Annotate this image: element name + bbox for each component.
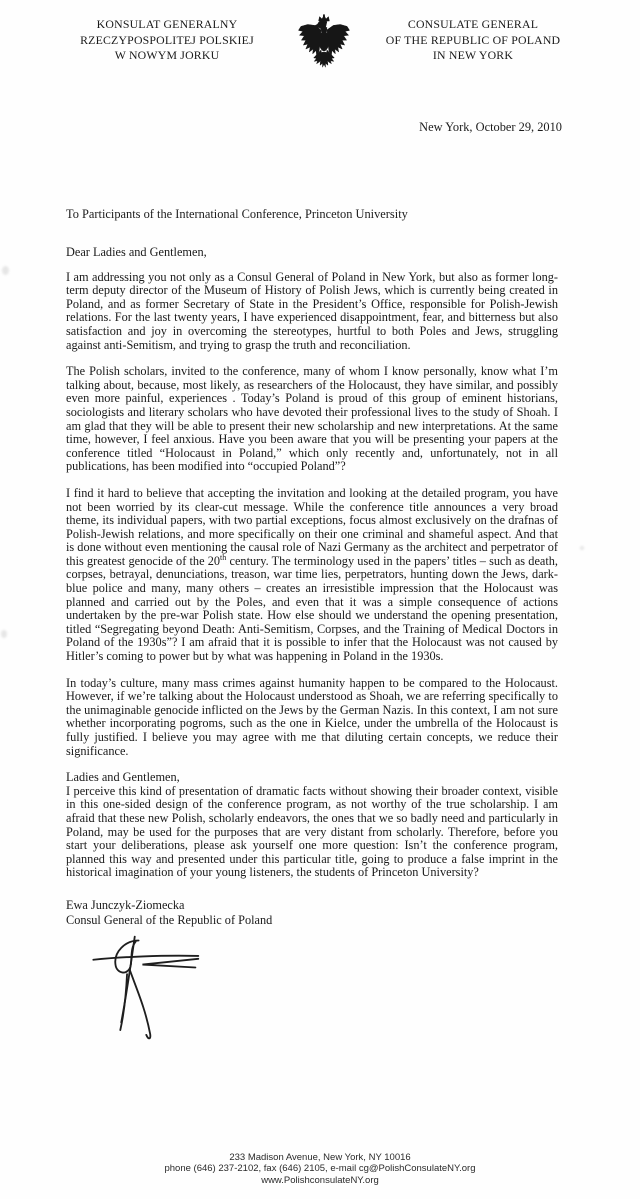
recipient-line: To Participants of the International Conference, Princeton University [66, 207, 408, 221]
header-polish-title [62, 17, 272, 64]
letter-paragraph: I am addressing you not only as a Consul General of Poland in New York, but also as former long-term deputy director of the Museum of History of Polish Jews, which is currently being created in Poland, and as former Secretary of State in the President’s Office, responsible for Polish-Jewish relations. For the last twenty years, I have experienced disappointment, fear, and bitterness but also satisfaction and joy in overcoming the stereotypes, hurtful to both Poles and Jews, struggling against anti-Semitism, and trying to grasp the truth and reconciliation. [66, 269, 558, 352]
header-line: IN NEW YORK [432, 48, 514, 62]
signature-block [66, 898, 558, 928]
scan-artifact [2, 266, 9, 275]
handwritten-signature [84, 928, 224, 1058]
salutation: Dear Ladies and Gentlemen, [66, 245, 207, 259]
dateline: New York, October 29, 2010 [419, 120, 562, 134]
signature-title: Consul General of the Republic of Poland [66, 912, 273, 927]
closing-paragraph: I perceive this kind of presentation of dramatic facts without showing their broader context, visible in this one-sided design of the conference program, as not worthy of the true scholarship. I am afraid that these new Polish, scholarly endeavors, the ones that we so badly need and particularly in Poland, may be used for the purposes that are very distant from scholarly. Therefore, before you start your deliberations, please ask yourself one more question: Isn’t the conference program, planned this way and presented under this particular title, going to produce a false imprint in the historical imagination of your young listeners, the students of Princeton University? [66, 783, 558, 880]
letter-paragraphs [66, 271, 558, 759]
scan-artifact [1, 630, 7, 638]
footer-phone-fax-email: phone (646) 237-2102, fax (646) 2105, e-mail cg@PolishConsulateNY.org [164, 1163, 476, 1174]
scan-artifact [580, 546, 584, 550]
footer-contact-block [0, 1152, 640, 1187]
scan-artifact [214, 508, 217, 511]
polish-eagle-emblem-icon [297, 8, 351, 90]
signature-name: Ewa Junczyk-Ziomecka [66, 897, 185, 912]
letter-paragraph: In today’s culture, many mass crimes against humanity happen to be compared to the Holocaust. However, if we’re talking about the Holocaust understood as Shoah, we are referring specifically to the unimaginable genocide inflicted on the Jews by the German Nazis. In this context, I am not sure whether incorporating pogroms, such as the one in Kielce, under the umbrella of the Holocaust is fully justified. I believe you may agree with me that diluting certain concepts, we reduce their significance. [66, 675, 558, 758]
letter-body [66, 246, 558, 1058]
footer-address: 233 Madison Avenue, New York, NY 10016 [229, 1151, 411, 1163]
header-english-title [368, 17, 578, 64]
header-line: KONSULAT GENERALNY [96, 17, 238, 31]
header-line: RZECZYPOSPOLITEJ POLSKIEJ [80, 32, 254, 47]
header-line: W NOWYM JORKU [114, 48, 220, 62]
footer-website: www.PolishconsulateNY.org [261, 1174, 379, 1186]
closing-salutation: Ladies and Gentlemen, [66, 770, 180, 785]
header-line: OF THE REPUBLIC OF POLAND [385, 32, 561, 47]
letter-paragraph: I find it hard to believe that accepting the invitation and looking at the detailed program, you have not been worried by its clear-cut message. While the conference title announces a very broad theme, its individual papers, with two partial exceptions, focus almost exclusively on the drafnas of Polish-Jewish relations, and more specifically on their one criminal and shameful aspect. And that is done without even mentioning the causal role of Nazi Germany as the architect and perpetrator of this greatest genocide of the 20th century. The terminology used in the papers’ titles – such as death, corpses, betrayal, denunciations, treason, war time lies, perpetrators, hunting down the Jews, dark-blue police and many, many others – creates an irresistible impression that the Holocaust was planned and carried out by the Poles, and even that it was a simple consequence of actions undertaken by the pre-war Polish state. How else should we understand the opening presentation, titled “Segregating beyond Death: Anti-Semitism, Corpses, and the Training of Medical Doctors in Poland of the 1930s”? I am afraid that it is possible to infer that the Holocaust was not caused by Hitler’s coming to power but by what was happening in Poland in the 1930s. [66, 485, 558, 664]
letter-paragraph: The Polish scholars, invited to the conference, many of whom I know personally, know what I’m talking about, because, most likely, as researchers of the Holocaust, they have similar, and possibly even more painful, experiences . Today’s Poland is proud of this group of eminent historians, sociologists and literary scholars who have devoted their professional lives to the study of Shoah. I am glad that they will be able to present their new scholarship and new interpretations. At the same time, however, I feel anxious. Have you been aware that you will be presenting your papers at the conference titled “Holocaust in Poland,” which only recently and, unfortunately, not in all publications, has been modified into “occupied Poland”? [66, 364, 558, 474]
header-line: CONSULATE GENERAL [407, 17, 539, 31]
